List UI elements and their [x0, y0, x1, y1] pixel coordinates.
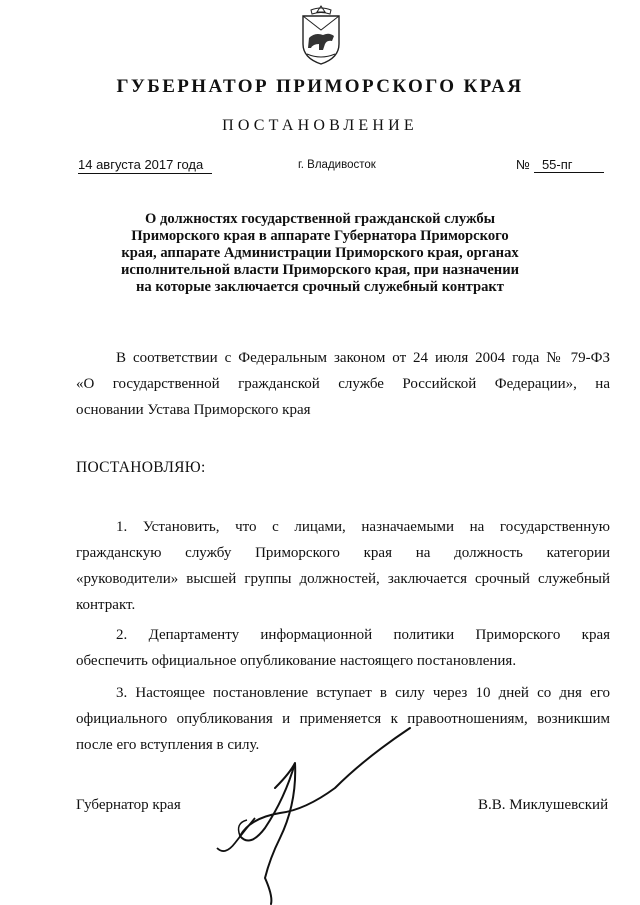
item-2-paragraph: [76, 622, 610, 674]
heading-line: Приморского края в аппарате Губернатора Приморского: [131, 228, 509, 244]
document-heading: [60, 211, 580, 296]
item-line: 1. Установить, что с лицами, назначаемыми на государственную: [116, 519, 610, 535]
decree-word: ПОСТАНОВЛЯЮ:: [76, 459, 206, 476]
document-date: 14 августа 2017 года: [78, 157, 212, 174]
heading-line: О должностях государственной гражданской службы: [144, 211, 496, 227]
item-line: «руководители» высшей группы должностей, заключается срочный служебный: [76, 571, 610, 587]
heading-line: на которые заключается срочный служебный контракт: [136, 279, 504, 295]
document-type: ПОСТАНОВЛЕНИЕ: [222, 117, 418, 134]
signatory-position: Губернатор края: [76, 797, 181, 813]
item-line: официального опубликования и применяется к правоотношениям, возникшим: [76, 711, 610, 727]
coat-of-arms-icon: [297, 4, 345, 66]
document-city: г. Владивосток: [298, 159, 376, 171]
handwritten-signature-icon: [195, 718, 445, 905]
signatory-name: В.В. Миклушевский: [478, 797, 609, 813]
item-line: обеспечить официальное опубликование настоящего постановления.: [76, 653, 517, 669]
number-value: 55-пг: [534, 157, 604, 173]
preamble-line: В соответствии с Федеральным законом от 24 июля 2004 года № 79-ФЗ: [116, 350, 610, 366]
item-line: гражданскую службу Приморского края на должность категории: [76, 545, 610, 561]
item-line: после его вступления в силу.: [76, 737, 260, 753]
item-1-paragraph: [76, 514, 610, 618]
heading-line: края, аппарате Администрации Приморского края, органах: [121, 245, 519, 261]
heading-line: исполнительной власти Приморского края, при назначении: [120, 262, 520, 278]
preamble-paragraph: [76, 345, 610, 423]
preamble-line: основании Устава Приморского края: [76, 402, 311, 418]
number-prefix: №: [516, 157, 530, 172]
issuer-title: ГУБЕРНАТОР ПРИМОРСКОГО КРАЯ: [116, 76, 524, 97]
document-number: [516, 157, 604, 173]
item-line: 3. Настоящее постановление вступает в силу через 10 дней со дня его: [116, 685, 610, 701]
preamble-line: «О государственной гражданской службе Российской Федерации», на: [76, 376, 610, 392]
item-line: 2. Департаменту информационной политики Приморского края: [116, 627, 610, 643]
item-line: контракт.: [76, 597, 136, 613]
